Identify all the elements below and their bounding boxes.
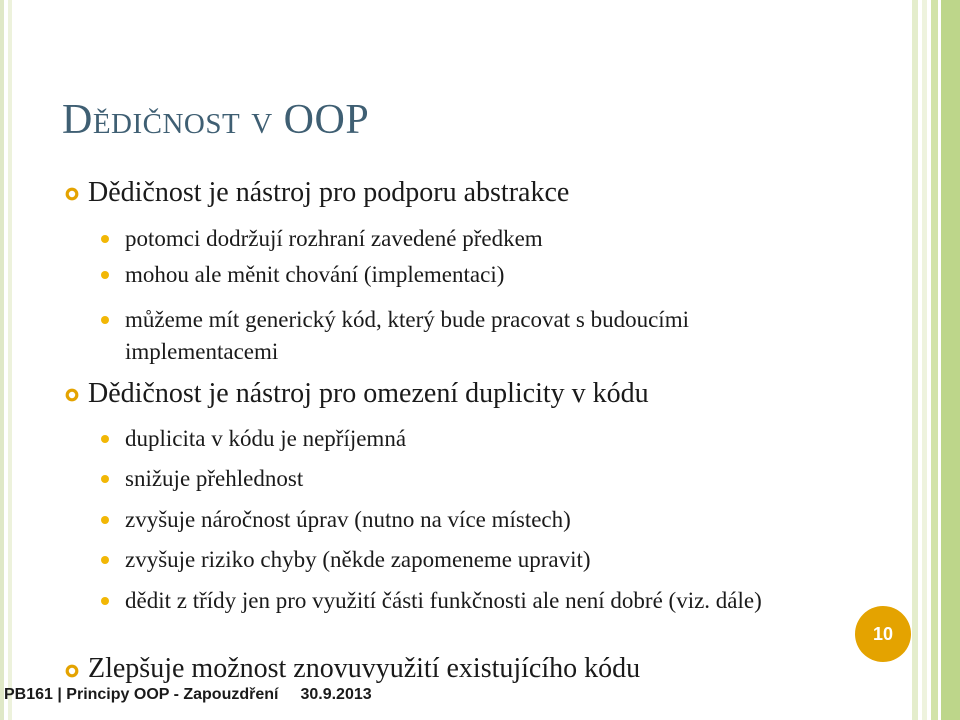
footer-date: 30.9.2013 <box>300 686 372 703</box>
bullet-dot-icon <box>101 597 109 605</box>
list-item: zvyšuje náročnost úprav (nutno na více místech) <box>125 507 571 532</box>
section-heading: Zlepšuje možnost znovuvyužití existujícího kódu <box>88 653 641 684</box>
bullet-dot-icon <box>101 475 109 483</box>
page-number-badge: 10 <box>855 606 911 662</box>
list-item: duplicita v kódu je nepříjemná <box>125 426 407 451</box>
list-item: mohou ale měnit chování (implementaci) <box>125 262 505 287</box>
section-heading: Dědičnost je nástroj pro omezení duplicity v kódu <box>88 378 649 409</box>
footer-course: PB161 | Principy OOP - Zapouzdření <box>4 686 279 703</box>
list-item: můžeme mít generický kód, který bude pracovat s budoucími implementacemi <box>125 307 689 364</box>
bullet-dot-icon <box>101 316 109 324</box>
ring-icon <box>65 664 79 678</box>
slide-title: Dědičnost v OOP <box>62 97 370 143</box>
bullet-dot-icon <box>101 556 109 564</box>
bullet-dot-icon <box>101 435 109 443</box>
ring-icon <box>65 388 79 402</box>
section-heading: Dědičnost je nástroj pro podporu abstrakce <box>88 177 570 208</box>
list-item: dědit z třídy jen pro využití části funkčnosti ale není dobré (viz. dále) <box>125 588 762 613</box>
ring-icon <box>65 187 79 201</box>
bullet-dot-icon <box>101 271 109 279</box>
list-item: potomci dodržují rozhraní zavedené předkem <box>125 226 543 251</box>
list-item: snižuje přehlednost <box>125 466 304 491</box>
bullet-dot-icon <box>101 235 109 243</box>
bullet-dot-icon <box>101 516 109 524</box>
slide-footer <box>4 686 394 704</box>
list-item: zvyšuje riziko chyby (někde zapomeneme upravit) <box>125 547 591 572</box>
